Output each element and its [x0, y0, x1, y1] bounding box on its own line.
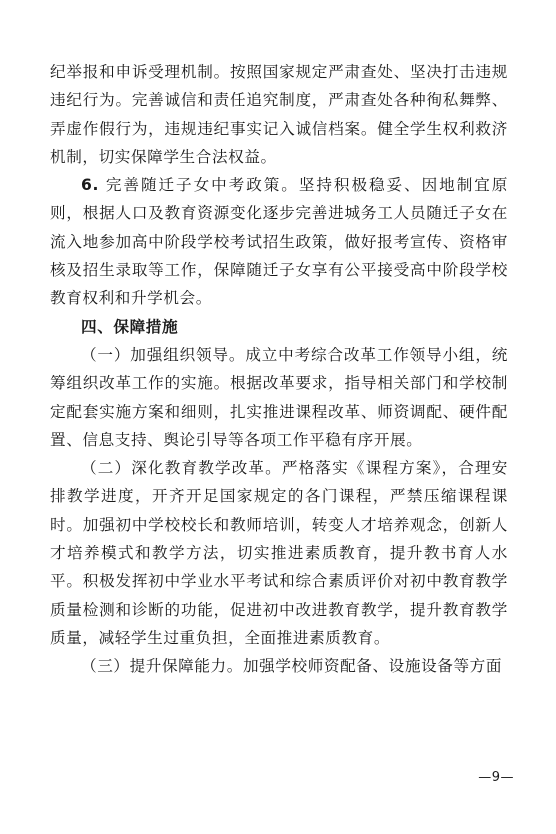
paragraph-text: （二）深化教育教学改革。严格落实《课程方案》，合理安排教学进度，开齐开足国家规定的各门课程，严禁压缩课程课时。加强初中学校校长和教师培训，转变人才培养观念，创新人才培养模式和教学方法，切实推进素质教育，提升教书育人水平。积极发挥初中学业水平考试和综合素质评价对初中教育教学质量检测和诊断的功能，促进初中改进教育教学，提升教育教学质量，减轻学生过重负担，全面推进素质教育。 — [50, 459, 508, 647]
paragraph-text: 纪举报和申诉受理机制。按照国家规定严肃查处、坚决打击违规违纪行为。完善诚信和责任追究制度，严肃查处各种徇私舞弊、弄虚作假行为，违规违纪事实记入诚信档案。健全学生权利救济机制，切实保障学生合法权益。 — [50, 63, 508, 166]
measure-organization-leadership — [50, 341, 508, 454]
paragraph-text: （一）加强组织领导。成立中考综合改革工作领导小组，统筹组织改革工作的实施。根据改革要求，指导相关部门和学校制定配套实施方案和细则，扎实推进课程改革、师资调配、硬件配置、信息支持、舆论引导等各项工作平稳有序开展。 — [50, 345, 508, 449]
paragraph-migrant-children-policy — [50, 171, 508, 312]
section-heading: 四、保障措施 — [81, 317, 179, 336]
measure-support-capacity — [50, 652, 508, 680]
paragraph-integrity-mechanism — [50, 58, 508, 171]
item-number: 6. — [81, 176, 99, 195]
paragraph-text: （三）提升保障能力。加强学校师资配备、设施设备等方面 — [81, 657, 503, 676]
measure-teaching-reform — [50, 454, 508, 652]
page-body — [50, 58, 508, 681]
paragraph-text: 完善随迁子女中考政策。坚持积极稳妥、因地制宜原则，根据人口及教育资源变化逐步完善进城务工人员随迁子女在流入地参加高中阶段学校考试招生政策，做好报考宣传、资格审核及招生录取等工作，保障随迁子女享有公平接受高中阶段学校教育权利和升学机会。 — [50, 176, 508, 308]
page-number: —9— — [478, 770, 514, 785]
